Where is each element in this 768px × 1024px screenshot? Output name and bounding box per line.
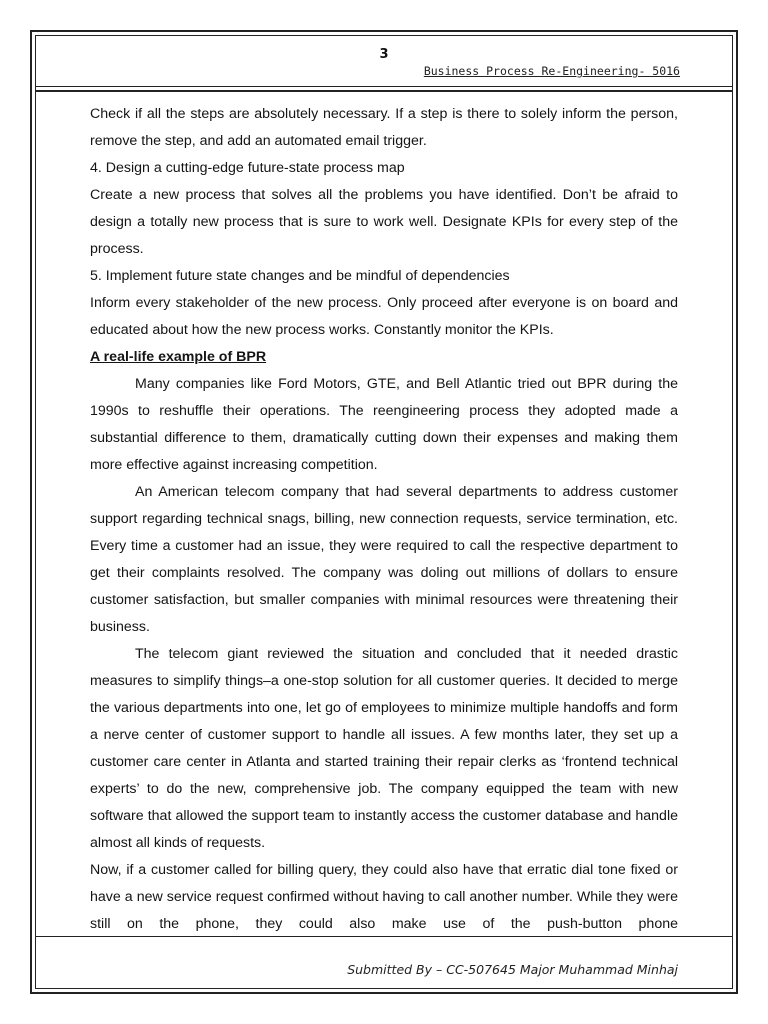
paragraph-customer-called: Now, if a customer called for billing query, they could also have that erratic dial tone fixed or have a new service request confirmed without having to call another number. While they were still on the phone, they could also make use of the push-button phone xyxy=(90,862,678,932)
page-number: 3 xyxy=(379,47,389,62)
paragraph-companies: Many companies like Ford Motors, GTE, and Bell Atlantic tried out BPR during the 1990s to reshuffle their operations. The reengineering process they adopted made a substantial difference to them, dramatically cutting down their expenses and making them more effective against increasing competition. xyxy=(90,376,678,473)
header-rule-double xyxy=(35,90,733,92)
section-heading: A real-life example of BPR xyxy=(90,349,267,365)
step-4-title: 4. Design a cutting-edge future-state process map xyxy=(90,160,405,176)
document-body xyxy=(90,101,678,938)
running-title: Business Process Re-Engineering- 5016 xyxy=(423,64,680,78)
paragraph-new-process: Create a new process that solves all the problems you have identified. Don’t be afraid to design a totally new process that is sure to work well. Designate KPIs for every step of the process. xyxy=(90,187,678,257)
paragraph-steps-necessary: Check if all the steps are absolutely necessary. If a step is there to solely inform the person, remove the step, and add an automated email trigger. xyxy=(90,106,678,149)
header-rule xyxy=(35,86,733,87)
paragraph-telecom-giant: The telecom giant reviewed the situation and concluded that it needed drastic measures to simplify things–a one-stop solution for all customer queries. It decided to merge the various departments into one, let go of employees to minimize multiple handoffs and form a nerve center of customer support to handle all issues. A few months later, they set up a customer care center in Atlanta and started training their repair clerks as ‘frontend technical experts’ to do the new, comprehensive job. The company equipped the team with new software that allowed the support team to instantly access the customer database and handle almost all kinds of requests. xyxy=(90,646,678,851)
footer-submitted-by: Submitted By – CC-507645 Major Muhammad Minhaj xyxy=(347,962,678,977)
paragraph-telecom-company: An American telecom company that had several departments to address customer support regarding technical snags, billing, new connection requests, service termination, etc. Every time a customer had an issue, they were required to call the respective department to get their complaints resolved. The company was doling out millions of dollars to ensure customer satisfaction, but smaller companies with minimal resources were threatening their business. xyxy=(90,484,678,635)
footer-rule xyxy=(35,936,733,937)
step-5-title: 5. Implement future state changes and be mindful of dependencies xyxy=(90,268,510,284)
paragraph-inform-stakeholders: Inform every stakeholder of the new process. Only proceed after everyone is on board and educated about how the new process works. Constantly monitor the KPIs. xyxy=(90,295,678,338)
